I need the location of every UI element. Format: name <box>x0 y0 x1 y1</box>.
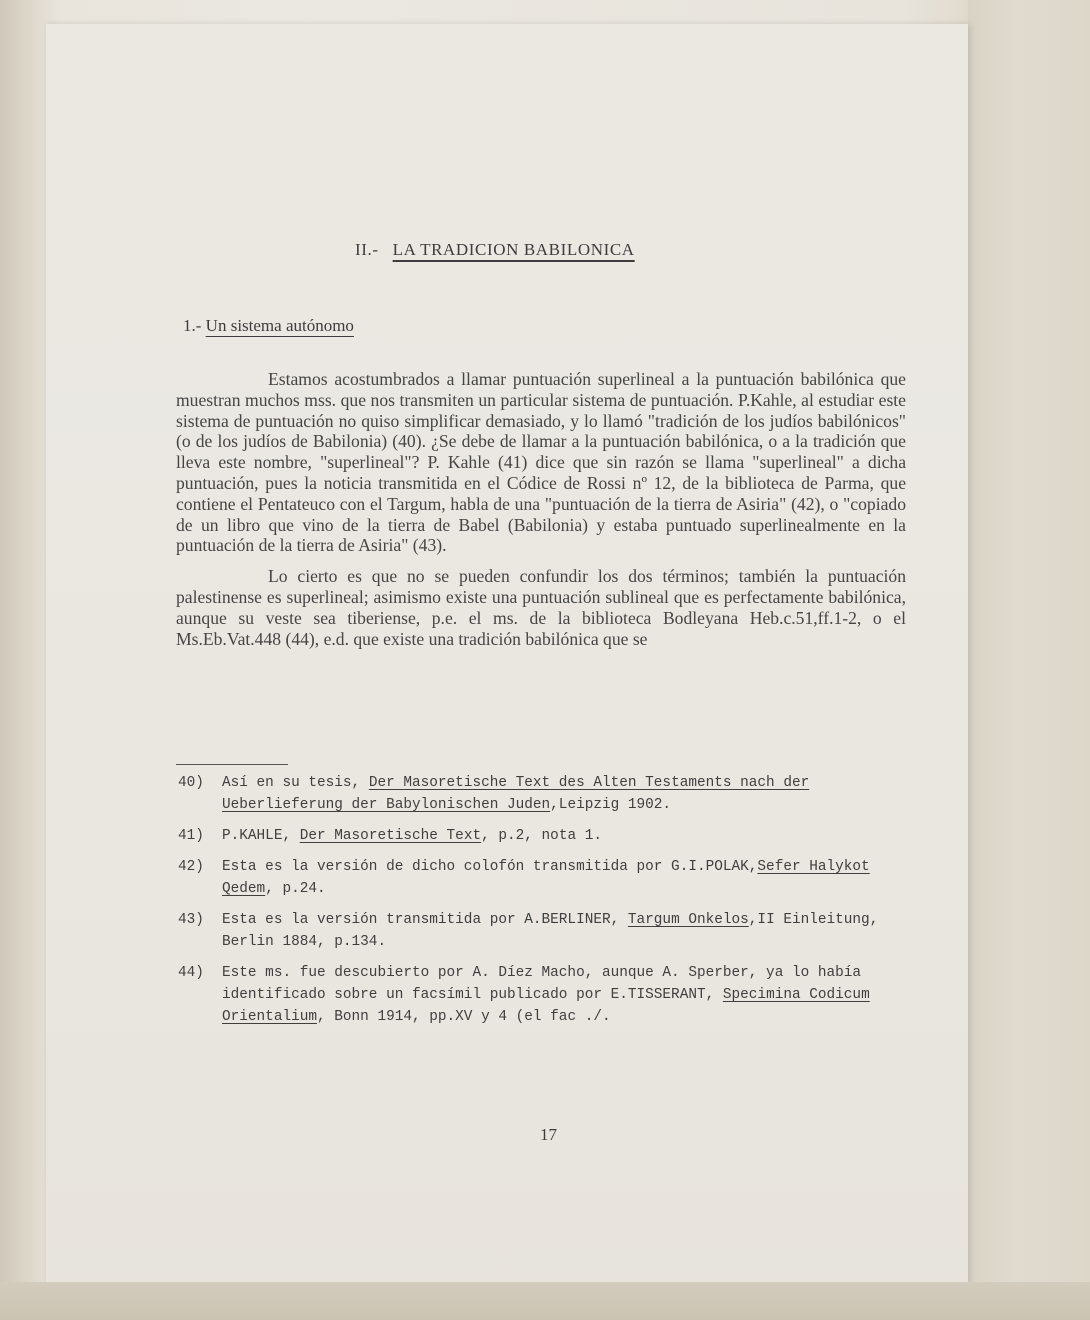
footnote-title: Targum Onkelos <box>627 912 749 928</box>
section-title: Un sistema autónomo <box>205 316 354 335</box>
footnote-title: Sefer Halykot Qedem <box>222 859 870 897</box>
chapter-heading <box>355 240 635 260</box>
section-heading <box>183 316 354 336</box>
footnote <box>178 772 930 816</box>
footnote-number: 44) <box>178 965 204 981</box>
footnote-number: 41) <box>178 828 204 844</box>
footnote-text: P.KAHLE, <box>222 828 300 844</box>
footnote-text: ,II Einleitung, Berlin 1884, p.134. <box>222 912 879 950</box>
footnote-text: , p.2, nota 1. <box>481 828 602 844</box>
footnote-separator <box>176 764 288 765</box>
chapter-title: LA TRADICION BABILONICA <box>392 240 635 259</box>
section-number: 1.- <box>183 316 202 335</box>
footnote-text: Así en su tesis, <box>222 775 369 791</box>
document-page <box>46 24 968 1320</box>
page-bottom-shadow <box>0 1282 1090 1320</box>
footnote-number: 40) <box>178 775 204 791</box>
footnote <box>178 962 930 1028</box>
footnote-title: Der Masoretische Text <box>299 828 482 844</box>
book-page-edge <box>968 0 1090 1320</box>
footnotes <box>178 772 930 1037</box>
body-text <box>176 369 906 659</box>
footnote <box>178 909 930 953</box>
paragraph: Estamos acostumbrados a llamar puntuación superlineal a la puntuación babilónica que muestran muchos mss. que nos transmiten un particular sistema de puntuación. P.Kahle, al estudiar este sistema de puntuación no quiso simplificar demasiado, y lo llamó "tradición de los judíos babilónicos" (o de los judíos de Babilonia) (40). ¿Se debe de llamar a la puntuación babilónica, o a la tradición que lleva este nombre, "superlineal"? P. Kahle (41) dice que sin razón se llama "superlineal" a dicha puntuación, pues la noticia transmitida en el Códice de Rossi nº 12, de la biblioteca de Parma, que contiene el Pentateuco con el Targum, habla de una "puntuación de la tierra de Asiria" (42), o "copiado de un libro que vino de la tierra de Babel (Babilonia) y estaba puntuado superlinealmente en la puntuación de la tierra de Asiria" (43). <box>176 369 906 556</box>
footnote-text: ,Leipzig 1902. <box>550 797 672 813</box>
footnote-text: , Bonn 1914, pp.XV y 4 (el fac ./. <box>317 1009 611 1025</box>
footnote-text: Esta es la versión transmitida por A.BERLINER, <box>222 912 628 928</box>
footnote-title: Der Masoretische Text des Alten Testaments nach der Ueberlieferung der Babylonischen Juden <box>222 775 810 813</box>
footnote-text: Este ms. fue descubierto por A. Díez Macho, aunque A. Sperber, ya lo había identificado sobre un facsímil publicado por E.TISSERANT, <box>222 965 862 1003</box>
paragraph: Lo cierto es que no se pueden confundir los dos términos; también la puntuación palestinense es superlineal; asimismo existe una puntuación sublineal que es perfectamente babilónica, aunque su veste sea tiberiense, p.e. el ms. de la biblioteca Bodleyana Heb.c.51,ff.1-2, o el Ms.Eb.Vat.448 (44), e.d. que existe una tradición babilónica que se <box>176 566 906 649</box>
footnote-number: 42) <box>178 859 204 875</box>
page-number: 17 <box>540 1125 557 1144</box>
footnote-text: , p.24. <box>265 881 326 897</box>
footnote-text: Esta es la versión de dicho colofón transmitida por G.I.POLAK, <box>222 859 758 875</box>
footnote-title: Specimina Codicum Orientalium <box>222 987 870 1025</box>
chapter-number: II.- <box>355 240 379 259</box>
footnote <box>178 825 930 847</box>
footnote <box>178 856 930 900</box>
footnote-number: 43) <box>178 912 204 928</box>
